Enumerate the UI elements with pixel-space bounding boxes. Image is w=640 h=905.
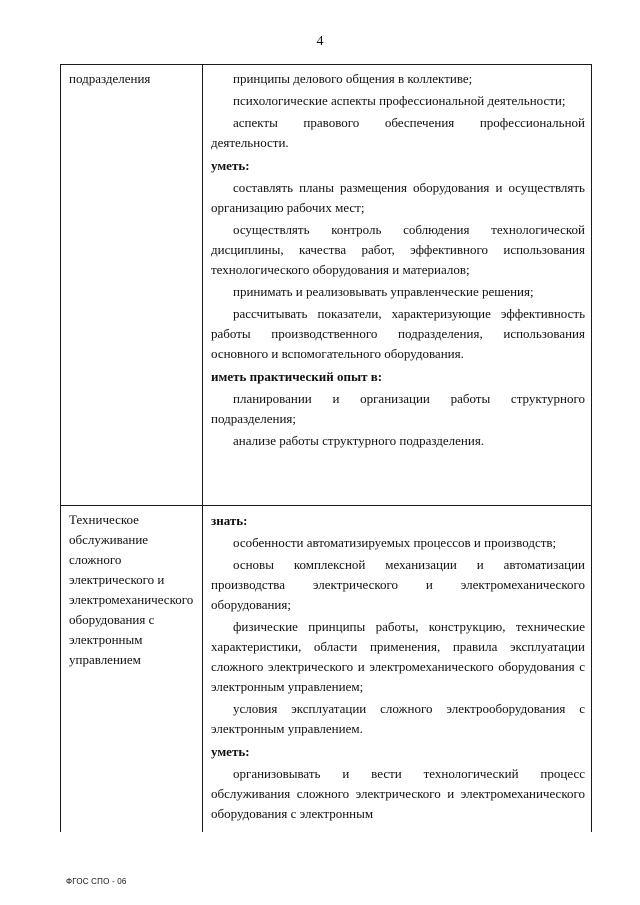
requirement-item: анализе работы структурного подразделения. [233, 433, 485, 448]
section-heading: уметь: [211, 744, 250, 759]
requirement-item: аспекты правового обеспечения профессиональной деятельности. [211, 115, 585, 150]
requirements-list [211, 510, 585, 826]
requirements-cell [203, 65, 592, 506]
activity-cell [61, 506, 203, 833]
requirement-item: психологические аспекты профессиональной деятельности; [233, 93, 566, 108]
requirement-item: организовывать и вести технологический процесс обслуживания сложного электрического и электромеханического оборудования с электронным [211, 766, 585, 821]
footer-code: ФГОС СПО - 06 [66, 877, 127, 886]
section-heading: знать: [211, 513, 248, 528]
requirement-item: планировании и организации работы структурного подразделения; [211, 391, 585, 426]
requirements-list [211, 69, 585, 453]
requirement-item: условия эксплуатации сложного электрооборудования с электронным управлением. [211, 701, 585, 736]
requirement-item: принимать и реализовывать управленческие решения; [233, 284, 534, 299]
requirement-item: осуществлять контроль соблюдения технологической дисциплины, качества работ, эффективного использования технологического оборудования и материалов; [211, 222, 585, 277]
table-row [61, 65, 592, 506]
activity-cell [61, 65, 203, 506]
activity-label: Техническое обслуживание сложного электрического и электромеханического оборудования с электронным управлением [69, 512, 194, 667]
section-heading: уметь: [211, 158, 250, 173]
requirement-item: особенности автоматизируемых процессов и производств; [233, 535, 557, 550]
section-heading: иметь практический опыт в: [211, 369, 383, 384]
requirement-item: рассчитывать показатели, характеризующие эффективность работы производственного подразделения, использования основного и вспомогательного оборудования. [211, 306, 585, 361]
requirement-item: физические принципы работы, конструкцию, технические характеристики, области применения, правила эксплуатации сложного электрического и электромеханического оборудования с электронным управлением; [211, 619, 585, 694]
competency-table [60, 64, 592, 832]
requirements-cell [203, 506, 592, 833]
requirement-item: составлять планы размещения оборудования и осуществлять организацию рабочих мест; [211, 180, 585, 215]
table-row [61, 506, 592, 833]
page-number: 4 [316, 34, 324, 49]
activity-label: подразделения [69, 71, 151, 86]
requirement-item: принципы делового общения в коллективе; [233, 71, 473, 86]
requirement-item: основы комплексной механизации и автоматизации производства электрического и электромеханического оборудования; [211, 557, 585, 612]
